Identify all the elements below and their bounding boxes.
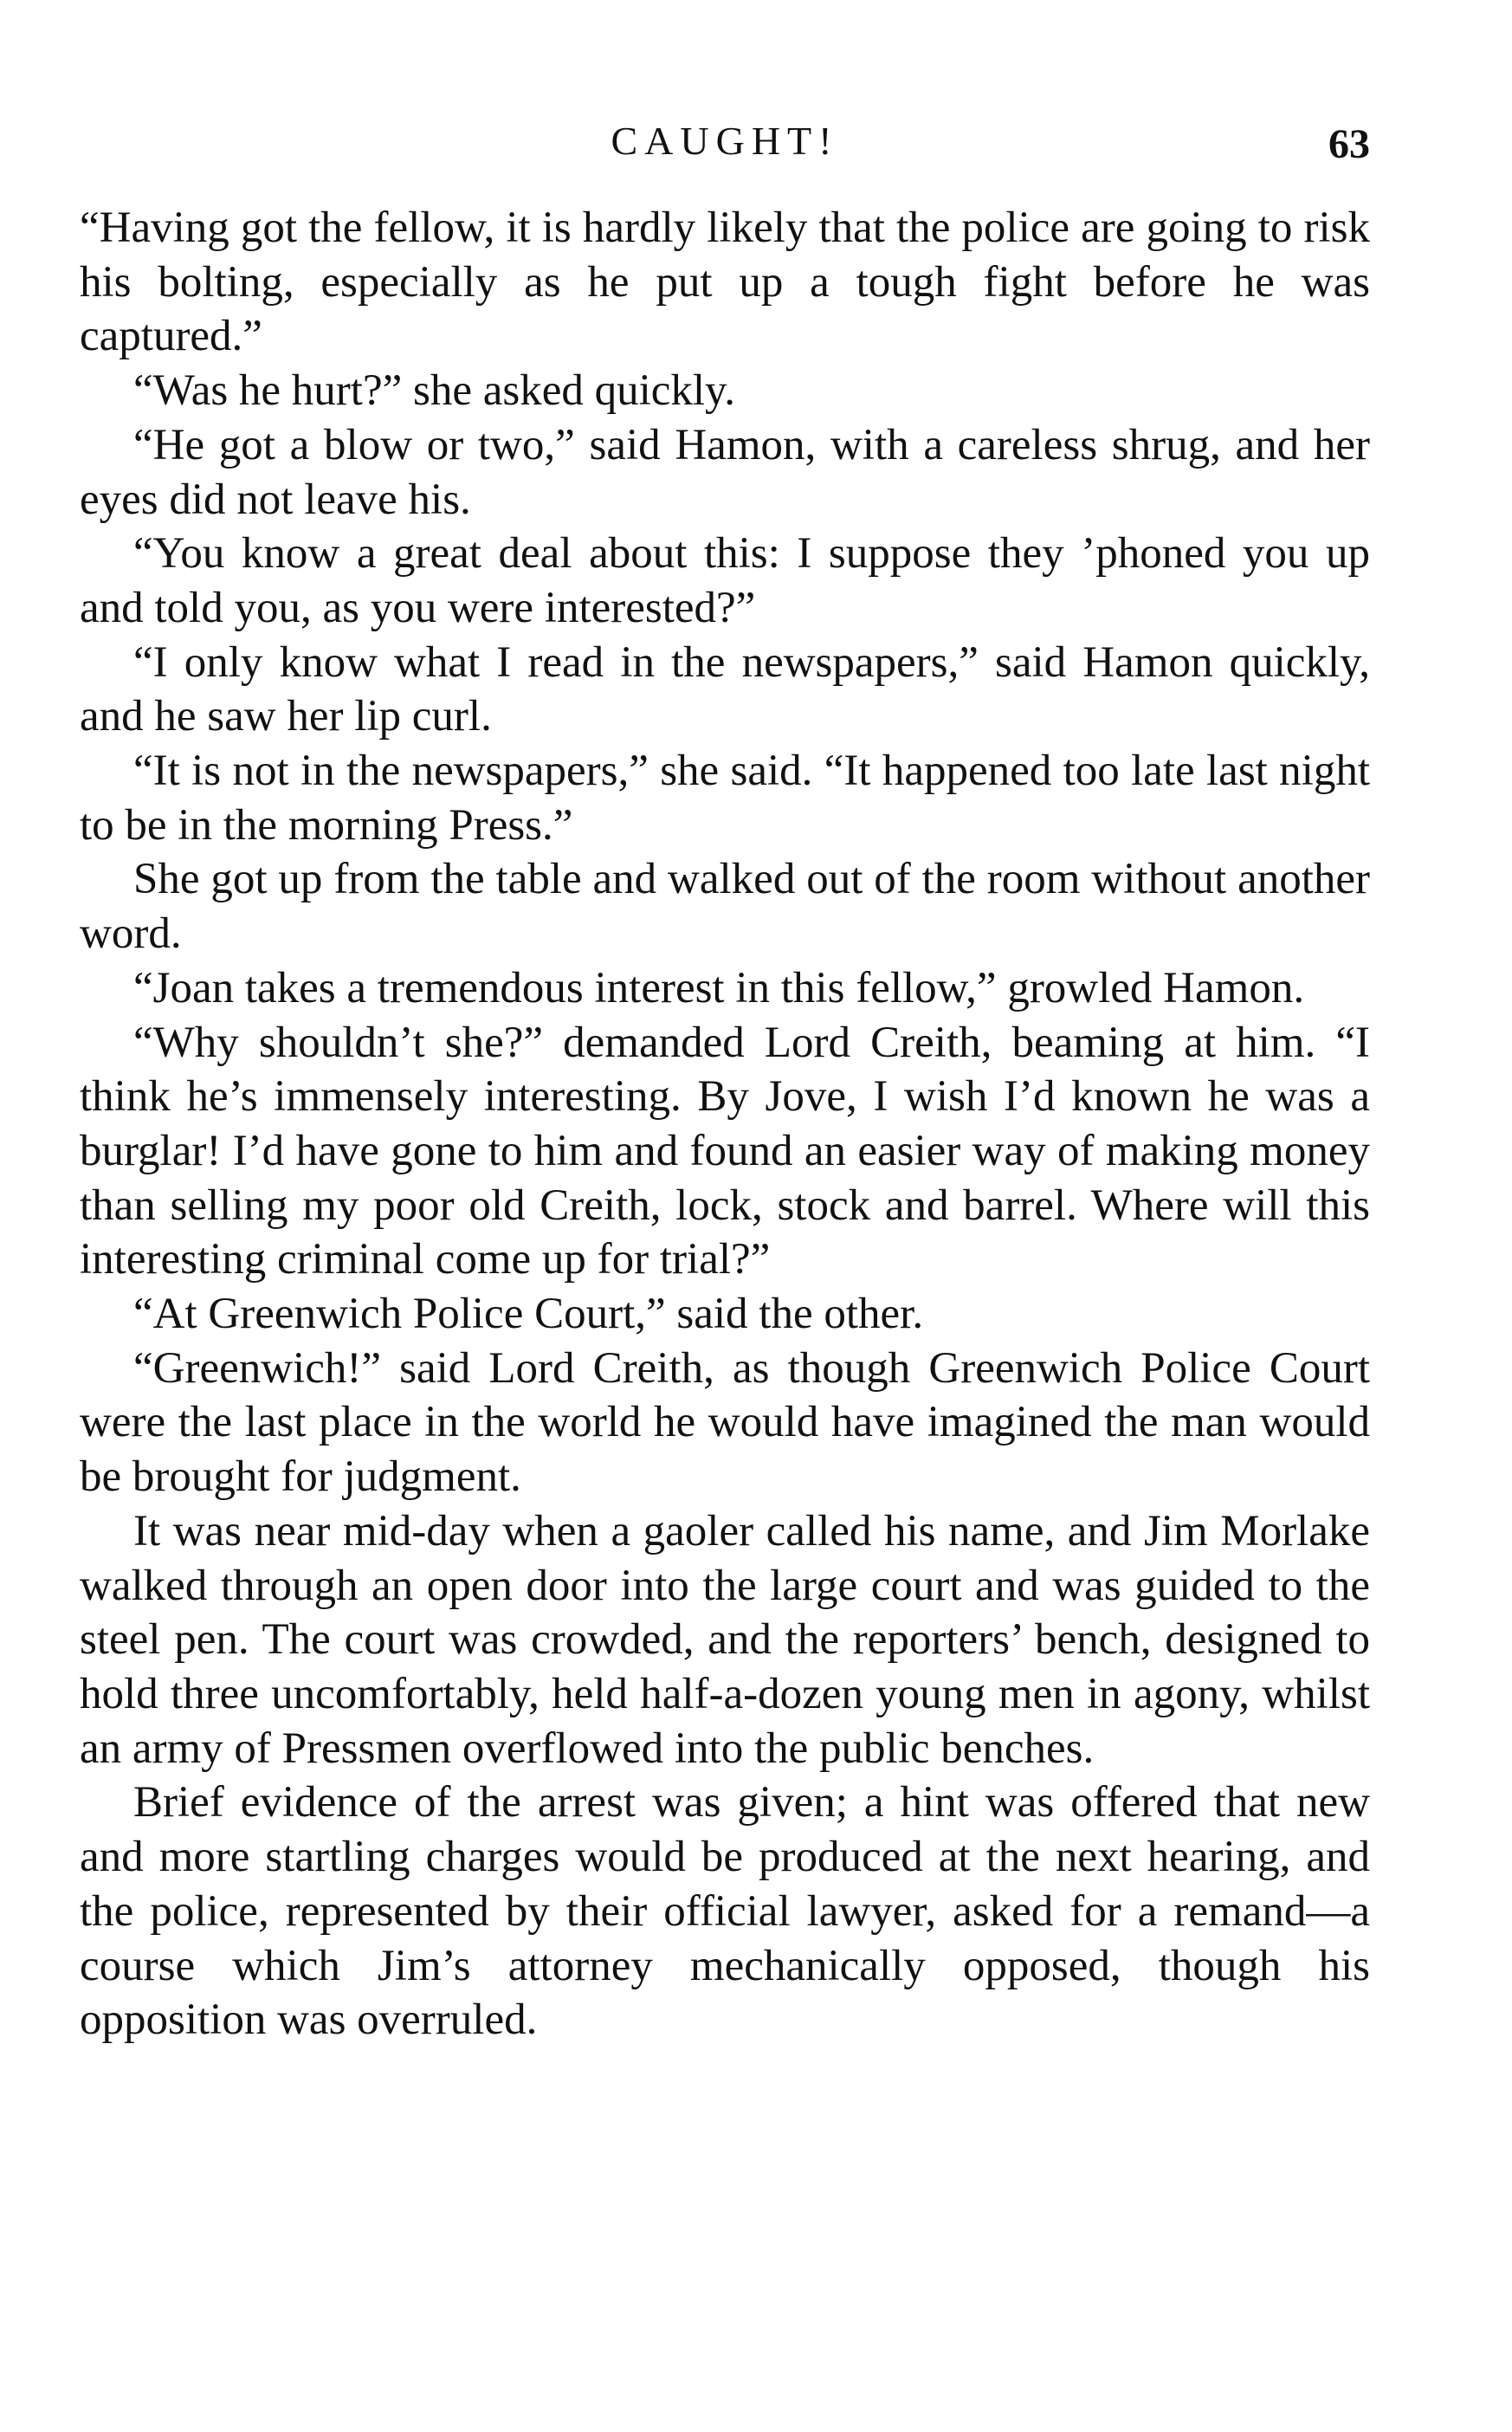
paragraph: “He got a blow or two,” said Hamon, with a careless shrug, and her eyes did not leave his.: [80, 420, 1370, 524]
body-text: [80, 201, 1370, 2047]
paragraph: “Joan takes a tremendous interest in this fellow,” growled Hamon.: [133, 963, 1305, 1012]
chapter-title: CAUGHT!: [611, 119, 839, 163]
paragraph: “Greenwich!” said Lord Creith, as though Greenwich Police Court were the last place in the world he would have imagined the man would be brought for judgment.: [80, 1343, 1370, 1502]
page-number: 63: [1328, 121, 1370, 167]
paragraph: “You know a great deal about this: I suppose they ’phoned you up and told you, as you were interested?”: [80, 529, 1370, 632]
paragraph: “It is not in the newspapers,” she said. “It happened too late last night to be in the morning Press.”: [80, 747, 1370, 850]
paragraph: “Having got the fellow, it is hardly likely that the police are going to risk his bolting, especially as he put up a tough fight before he was captured.”: [80, 204, 1370, 361]
paragraph: “I only know what I read in the newspapers,” said Hamon quickly, and he saw her lip curl.: [80, 637, 1370, 741]
paragraph: Brief evidence of the arrest was given; a hint was offered that new and more startling charges would be produced at the next hearing, and the police, represented by their official lawyer, asked for a remand—a course which Jim’s attorney mechanically opposed, though his opposition was overruled.: [80, 1778, 1370, 2045]
paragraph: It was near mid-day when a gaoler called his name, and Jim Morlake walked through an open door into the large court and was guided to the steel pen. The court was crowded, and the reporters’ bench, designed to hold three uncomfortably, held half-a-dozen young men in agony, whilst an army of Pressmen overflowed into the public benches.: [80, 1506, 1370, 1773]
paragraph: “At Greenwich Police Court,” said the other.: [133, 1290, 924, 1339]
paragraph: “Why shouldn’t she?” demanded Lord Creith, beaming at him. “I think he’s immensely interesting. By Jove, I wish I’d known he was a burglar! I’d have gone to him and found an easier way of making money than selling my poor old Creith, lock, stock and barrel. Where will this interesting criminal come up for trial?”: [80, 1018, 1370, 1284]
paragraph: “Was he hurt?” she asked quickly.: [133, 366, 735, 416]
paragraph: She got up from the table and walked out of the room without another word.: [80, 855, 1370, 959]
running-head: [80, 111, 1370, 171]
